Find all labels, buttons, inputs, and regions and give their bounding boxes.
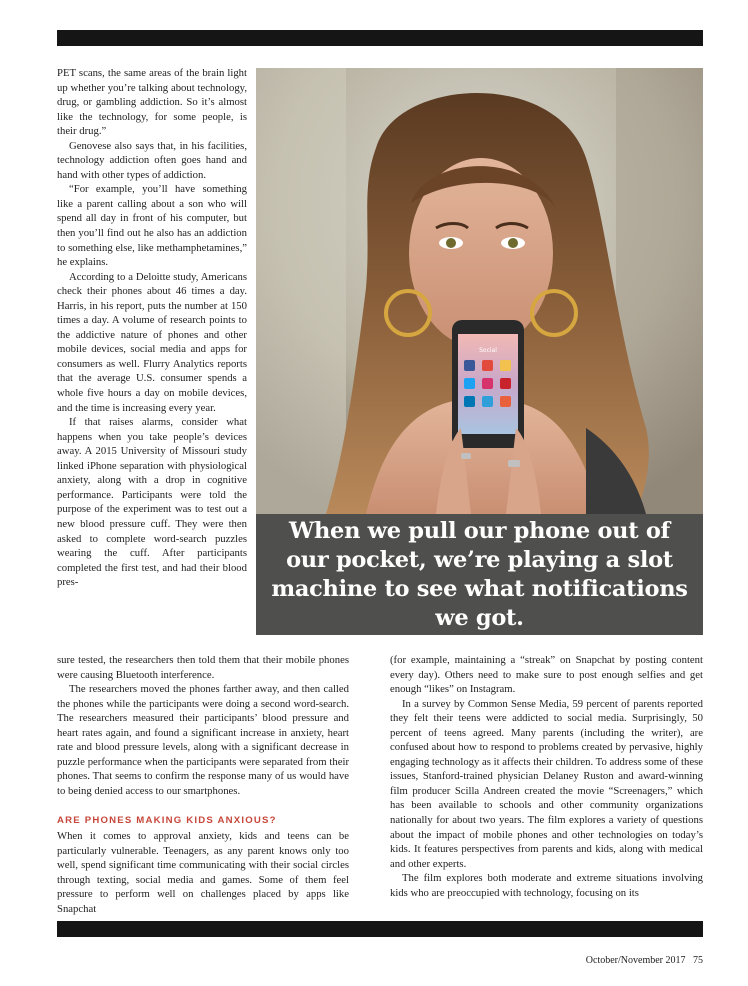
issue-date: October/November 2017	[585, 955, 686, 966]
right-column	[390, 653, 703, 900]
phone-screen-label: Social	[479, 347, 497, 354]
woman-with-phone-photo	[256, 68, 703, 514]
pull-quote: When we pull our phone out of our pocket, we’re playing a slot machine to see what notifications we got.	[271, 517, 688, 631]
paragraph: PET scans, the same areas of the brain light up whether you’re talking about technology, drug, or gambling addiction. So it’s almost like the technology, for some people, is their drug.”	[57, 67, 247, 138]
paragraph: sure tested, the researchers then told them that their mobile phones were causing Bluetooth interference.	[57, 654, 349, 681]
bottom-bar	[57, 921, 703, 937]
page-footer	[586, 955, 703, 966]
lower-left-column	[57, 653, 349, 916]
section-subhead: ARE PHONES MAKING KIDS ANXIOUS?	[57, 815, 277, 827]
pull-quote-box	[256, 514, 703, 635]
paragraph: If that raises alarms, consider what happens when you take people’s devices away. A 2015 University of Missouri study linked iPhone separation with physiological anxiety, along with a drop in cognitive performance. Participants were told the purpose of the experiment was to test out a new blood pressure cuff. They were then asked to complete word-search puzzles wearing the cuff. After participants completed the first test, and had their blood pres-	[57, 416, 247, 589]
paragraph: (for example, maintaining a “streak” on Snapchat by posting content every day). Others need to make sure to post enough selfies and get enough “likes” on Instagram.	[390, 654, 703, 696]
paragraph: “For example, you’ll have something like a parent calling about a son who will spend all day in front of his computer, but then you’ll find out he also has an addiction to something else, like methamphetamines,” he explains.	[57, 183, 247, 269]
paragraph: According to a Deloitte study, Americans check their phones about 46 times a day. Harris, in his report, puts the number at 150 times a day. A volume of research points to the addictive nature of phones and other mobile devices, social media and apps for consumers as well. Flurry Analytics reports that the average U.S. consumer spends a whole five hours a day on mobile devices, and the time is increasing every year.	[57, 270, 247, 414]
paragraph: In a survey by Common Sense Media, 59 percent of parents reported they felt their teens were addicted to social media. Surprisingly, 50 percent of teens agreed. Many parents (including the writer), are confused about how to respond to problems created by pervasive, highly engaging technology as it affects their children. To address some of these issues, Stanford-trained physician Delaney Ruston and award-winning film producer Scilla Andreen created the movie “Screenagers,” which has been available to schools and other community organizations nationally for about two years. The film explores a variety of questions about the impact of mobile phones and other technologies on today’s kids. It features perspectives from parents and kids, along with medical and other experts.	[390, 697, 703, 870]
app-icons	[464, 360, 511, 407]
page-number: 75	[693, 955, 703, 966]
paragraph: The researchers moved the phones farther away, and then called the phones while the participants were doing a second word-search. The researchers measured their participants’ blood pressure and heart rates again, and found a significant increase in anxiety, heart rate and blood pressure levels, along with a significant decrease in puzzle performance when the participants were separated from their phones. That seems to confirm the response many of us would have to being denied access to our smartphones.	[57, 683, 349, 797]
photo-illustration	[256, 68, 703, 514]
left-column	[57, 66, 247, 590]
top-bar	[57, 30, 703, 46]
paragraph: The film explores both moderate and extreme situations involving kids who are preoccupied with technology, focusing on its	[390, 872, 703, 899]
paragraph: Genovese also says that, in his facilities, technology addiction often goes hand and hand with other types of addiction.	[57, 139, 247, 181]
paragraph: When it comes to approval anxiety, kids and teens can be particularly vulnerable. Teenagers, as any parent knows only too well, spend significant time communicating with their social circles through texting, social media and games. Some of them feel pressure to perform well on challenges placed by apps like Snapchat	[57, 830, 349, 915]
